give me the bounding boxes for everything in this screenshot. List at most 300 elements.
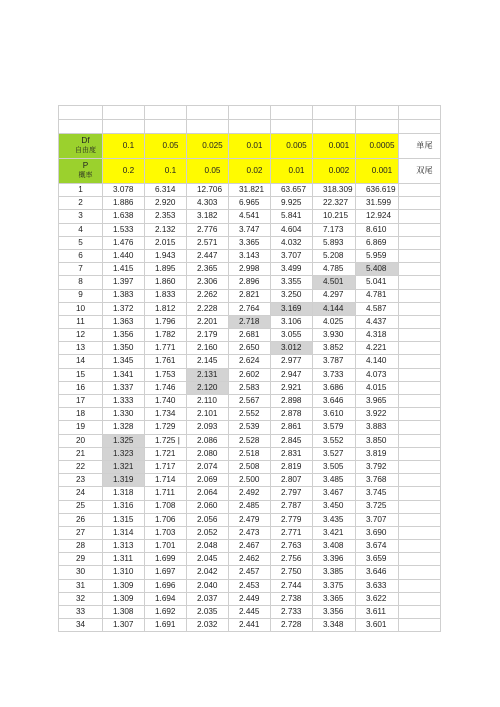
blank-cell bbox=[103, 106, 145, 120]
value-cell: 2.728 bbox=[271, 619, 313, 632]
value-cell: 2.064 bbox=[187, 487, 229, 500]
blank-cell bbox=[59, 120, 103, 134]
value-cell: 1.316 bbox=[103, 500, 145, 513]
value-cell: 1.313 bbox=[103, 540, 145, 553]
value-cell: 1.721 bbox=[145, 447, 187, 460]
df-cell: 9 bbox=[59, 289, 103, 302]
df-cell: 22 bbox=[59, 460, 103, 473]
table-row bbox=[59, 526, 441, 539]
blank-cell bbox=[399, 223, 441, 236]
table-row bbox=[59, 487, 441, 500]
value-cell: 1.696 bbox=[145, 579, 187, 592]
value-cell: 2.567 bbox=[229, 395, 271, 408]
blank-cell bbox=[271, 106, 313, 120]
value-cell: 2.998 bbox=[229, 263, 271, 276]
value-cell: 2.131 bbox=[187, 368, 229, 381]
blank-cell bbox=[313, 120, 356, 134]
value-cell: 2.920 bbox=[145, 197, 187, 210]
value-cell: 1.703 bbox=[145, 526, 187, 539]
value-cell: 3.485 bbox=[313, 474, 356, 487]
value-cell: 4.140 bbox=[356, 355, 399, 368]
value-cell: 2.861 bbox=[271, 421, 313, 434]
two-tail-p-cell: 0.01 bbox=[271, 159, 313, 184]
value-cell: 3.055 bbox=[271, 329, 313, 342]
value-cell: 2.771 bbox=[271, 526, 313, 539]
df-cell: 29 bbox=[59, 553, 103, 566]
df-cell: 13 bbox=[59, 342, 103, 355]
value-cell: 2.738 bbox=[271, 592, 313, 605]
two-tail-p-cell: 0.001 bbox=[356, 159, 399, 184]
value-cell: 1.323 bbox=[103, 447, 145, 460]
df-cell: 10 bbox=[59, 302, 103, 315]
value-cell: 1.753 bbox=[145, 368, 187, 381]
value-cell: 1.714 bbox=[145, 474, 187, 487]
one-tail-header-row bbox=[59, 134, 441, 159]
value-cell: 2.807 bbox=[271, 474, 313, 487]
value-cell: 2.306 bbox=[187, 276, 229, 289]
value-cell: 2.441 bbox=[229, 619, 271, 632]
value-cell: 3.182 bbox=[187, 210, 229, 223]
value-cell: 2.977 bbox=[271, 355, 313, 368]
value-cell: 4.437 bbox=[356, 315, 399, 328]
value-cell: 1.833 bbox=[145, 289, 187, 302]
value-cell: 22.327 bbox=[313, 197, 356, 210]
value-cell: 1.309 bbox=[103, 592, 145, 605]
table-row bbox=[59, 355, 441, 368]
value-cell: 1.699 bbox=[145, 553, 187, 566]
value-cell: 3.792 bbox=[356, 460, 399, 473]
value-cell: 1.337 bbox=[103, 381, 145, 394]
value-cell: 3.707 bbox=[356, 513, 399, 526]
value-cell: 1.321 bbox=[103, 460, 145, 473]
value-cell: 1.701 bbox=[145, 540, 187, 553]
blank-cell bbox=[399, 106, 441, 120]
value-cell: 3.930 bbox=[313, 329, 356, 342]
df-cell: 7 bbox=[59, 263, 103, 276]
value-cell: 1.383 bbox=[103, 289, 145, 302]
one-tail-p-cell: 0.1 bbox=[103, 134, 145, 159]
value-cell: 3.819 bbox=[356, 447, 399, 460]
value-cell: 4.303 bbox=[187, 197, 229, 210]
df-cell: 18 bbox=[59, 408, 103, 421]
blank-cell bbox=[59, 106, 103, 120]
blank-cell bbox=[399, 553, 441, 566]
value-cell: 318.309 bbox=[313, 184, 356, 197]
value-cell: 3.747 bbox=[229, 223, 271, 236]
value-cell: 2.624 bbox=[229, 355, 271, 368]
value-cell: 3.883 bbox=[356, 421, 399, 434]
blank-cell bbox=[399, 592, 441, 605]
value-cell: 1.356 bbox=[103, 329, 145, 342]
blank-cell bbox=[399, 263, 441, 276]
value-cell: 1.308 bbox=[103, 606, 145, 619]
value-cell: 2.764 bbox=[229, 302, 271, 315]
value-cell: 1.734 bbox=[145, 408, 187, 421]
value-cell: 2.045 bbox=[187, 553, 229, 566]
blank-cell bbox=[399, 606, 441, 619]
value-cell: 4.587 bbox=[356, 302, 399, 315]
value-cell: 3.686 bbox=[313, 381, 356, 394]
value-cell: 2.733 bbox=[271, 606, 313, 619]
value-cell: 9.925 bbox=[271, 197, 313, 210]
value-cell: 2.056 bbox=[187, 513, 229, 526]
blank-cell bbox=[399, 315, 441, 328]
value-cell: 1.746 bbox=[145, 381, 187, 394]
value-cell: 3.355 bbox=[271, 276, 313, 289]
value-cell: 2.048 bbox=[187, 540, 229, 553]
table-row bbox=[59, 421, 441, 434]
two-tail-p-cell: 0.05 bbox=[187, 159, 229, 184]
value-cell: 2.201 bbox=[187, 315, 229, 328]
blank-cell bbox=[399, 289, 441, 302]
t-distribution-table bbox=[58, 105, 441, 632]
value-cell: 3.348 bbox=[313, 619, 356, 632]
df-cell: 6 bbox=[59, 249, 103, 262]
value-cell: 3.690 bbox=[356, 526, 399, 539]
value-cell: 1.725 | bbox=[145, 434, 187, 447]
value-cell: 2.473 bbox=[229, 526, 271, 539]
value-cell: 2.353 bbox=[145, 210, 187, 223]
df-cell: 17 bbox=[59, 395, 103, 408]
value-cell: 2.718 bbox=[229, 315, 271, 328]
table-row bbox=[59, 606, 441, 619]
blank-cell bbox=[399, 236, 441, 249]
value-cell: 2.821 bbox=[229, 289, 271, 302]
blank-cell bbox=[399, 500, 441, 513]
value-cell: 3.922 bbox=[356, 408, 399, 421]
value-cell: 3.768 bbox=[356, 474, 399, 487]
value-cell: 2.060 bbox=[187, 500, 229, 513]
table-row bbox=[59, 223, 441, 236]
value-cell: 4.318 bbox=[356, 329, 399, 342]
value-cell: 2.462 bbox=[229, 553, 271, 566]
value-cell: 2.449 bbox=[229, 592, 271, 605]
value-cell: 3.106 bbox=[271, 315, 313, 328]
value-cell: 1.533 bbox=[103, 223, 145, 236]
value-cell: 2.228 bbox=[187, 302, 229, 315]
value-cell: 10.215 bbox=[313, 210, 356, 223]
table-row bbox=[59, 540, 441, 553]
df-cell: 16 bbox=[59, 381, 103, 394]
table-row bbox=[59, 500, 441, 513]
value-cell: 2.262 bbox=[187, 289, 229, 302]
blank-cell bbox=[399, 579, 441, 592]
value-cell: 1.315 bbox=[103, 513, 145, 526]
value-cell: 3.611 bbox=[356, 606, 399, 619]
blank-cell bbox=[229, 106, 271, 120]
value-cell: 3.375 bbox=[313, 579, 356, 592]
value-cell: 1.415 bbox=[103, 263, 145, 276]
p-label-cell bbox=[59, 159, 103, 184]
value-cell: 3.078 bbox=[103, 184, 145, 197]
value-cell: 2.074 bbox=[187, 460, 229, 473]
value-cell: 2.819 bbox=[271, 460, 313, 473]
value-cell: 3.012 bbox=[271, 342, 313, 355]
value-cell: 1.697 bbox=[145, 566, 187, 579]
value-cell: 31.599 bbox=[356, 197, 399, 210]
blank-cell bbox=[356, 106, 399, 120]
value-cell: 2.831 bbox=[271, 447, 313, 460]
one-tail-p-cell: 0.0005 bbox=[356, 134, 399, 159]
blank-cell bbox=[271, 120, 313, 134]
blank-cell bbox=[399, 540, 441, 553]
table-row bbox=[59, 329, 441, 342]
value-cell: 2.797 bbox=[271, 487, 313, 500]
value-cell: 1.812 bbox=[145, 302, 187, 315]
df-cell: 28 bbox=[59, 540, 103, 553]
value-cell: 3.733 bbox=[313, 368, 356, 381]
two-tail-p-cell: 0.02 bbox=[229, 159, 271, 184]
two-tail-p-cell: 0.1 bbox=[145, 159, 187, 184]
value-cell: 2.921 bbox=[271, 381, 313, 394]
value-cell: 3.143 bbox=[229, 249, 271, 262]
value-cell: 6.965 bbox=[229, 197, 271, 210]
value-cell: 1.711 bbox=[145, 487, 187, 500]
value-cell: 3.527 bbox=[313, 447, 356, 460]
table-row bbox=[59, 210, 441, 223]
two-tail-p-cell: 0.2 bbox=[103, 159, 145, 184]
df-cell: 2 bbox=[59, 197, 103, 210]
value-cell: 2.583 bbox=[229, 381, 271, 394]
value-cell: 1.440 bbox=[103, 249, 145, 262]
df-label: Df bbox=[81, 136, 90, 145]
value-cell: 2.479 bbox=[229, 513, 271, 526]
value-cell: 2.052 bbox=[187, 526, 229, 539]
value-cell: 1.341 bbox=[103, 368, 145, 381]
value-cell: 2.132 bbox=[145, 223, 187, 236]
table-row bbox=[59, 184, 441, 197]
blank-cell bbox=[399, 487, 441, 500]
table-row bbox=[59, 368, 441, 381]
value-cell: 1.310 bbox=[103, 566, 145, 579]
value-cell: 3.250 bbox=[271, 289, 313, 302]
value-cell: 1.314 bbox=[103, 526, 145, 539]
value-cell: 2.500 bbox=[229, 474, 271, 487]
table-row bbox=[59, 263, 441, 276]
df-cell: 26 bbox=[59, 513, 103, 526]
value-cell: 636.619 bbox=[356, 184, 399, 197]
df-cell: 21 bbox=[59, 447, 103, 460]
blank-cell bbox=[229, 120, 271, 134]
value-cell: 3.385 bbox=[313, 566, 356, 579]
value-cell: 2.365 bbox=[187, 263, 229, 276]
value-cell: 1.333 bbox=[103, 395, 145, 408]
value-cell: 1.706 bbox=[145, 513, 187, 526]
blank-row bbox=[59, 120, 441, 134]
value-cell: 3.356 bbox=[313, 606, 356, 619]
value-cell: 8.610 bbox=[356, 223, 399, 236]
value-cell: 3.408 bbox=[313, 540, 356, 553]
table-row bbox=[59, 395, 441, 408]
value-cell: 1.345 bbox=[103, 355, 145, 368]
blank-cell bbox=[399, 447, 441, 460]
value-cell: 2.015 bbox=[145, 236, 187, 249]
value-cell: 2.779 bbox=[271, 513, 313, 526]
value-cell: 4.025 bbox=[313, 315, 356, 328]
table-row bbox=[59, 474, 441, 487]
value-cell: 2.845 bbox=[271, 434, 313, 447]
two-tail-p-cell: 0.002 bbox=[313, 159, 356, 184]
value-cell: 3.707 bbox=[271, 249, 313, 262]
value-cell: 1.363 bbox=[103, 315, 145, 328]
blank-cell bbox=[399, 513, 441, 526]
value-cell: 2.467 bbox=[229, 540, 271, 553]
value-cell: 3.852 bbox=[313, 342, 356, 355]
blank-cell bbox=[399, 474, 441, 487]
value-cell: 1.782 bbox=[145, 329, 187, 342]
value-cell: 1.692 bbox=[145, 606, 187, 619]
df-cell: 12 bbox=[59, 329, 103, 342]
df-cell: 20 bbox=[59, 434, 103, 447]
value-cell: 1.476 bbox=[103, 236, 145, 249]
df-cell: 33 bbox=[59, 606, 103, 619]
blank-cell bbox=[399, 566, 441, 579]
value-cell: 1.350 bbox=[103, 342, 145, 355]
value-cell: 2.485 bbox=[229, 500, 271, 513]
blank-cell bbox=[399, 368, 441, 381]
p-label: P bbox=[82, 161, 89, 170]
value-cell: 2.445 bbox=[229, 606, 271, 619]
value-cell: 2.508 bbox=[229, 460, 271, 473]
value-cell: 2.756 bbox=[271, 553, 313, 566]
one-tail-label: 单尾 bbox=[399, 134, 441, 159]
blank-cell bbox=[103, 120, 145, 134]
df-cell: 3 bbox=[59, 210, 103, 223]
df-cell: 14 bbox=[59, 355, 103, 368]
value-cell: 63.657 bbox=[271, 184, 313, 197]
value-cell: 3.646 bbox=[356, 566, 399, 579]
value-cell: 3.601 bbox=[356, 619, 399, 632]
one-tail-p-cell: 0.005 bbox=[271, 134, 313, 159]
value-cell: 2.750 bbox=[271, 566, 313, 579]
df-label-cn: 自由度 bbox=[75, 147, 96, 154]
value-cell: 1.638 bbox=[103, 210, 145, 223]
df-cell: 23 bbox=[59, 474, 103, 487]
blank-cell bbox=[399, 434, 441, 447]
value-cell: 3.965 bbox=[356, 395, 399, 408]
value-cell: 3.725 bbox=[356, 500, 399, 513]
table-row bbox=[59, 289, 441, 302]
table-row bbox=[59, 197, 441, 210]
df-cell: 27 bbox=[59, 526, 103, 539]
one-tail-p-cell: 0.001 bbox=[313, 134, 356, 159]
value-cell: 1.330 bbox=[103, 408, 145, 421]
value-cell: 2.898 bbox=[271, 395, 313, 408]
value-cell: 4.297 bbox=[313, 289, 356, 302]
value-cell: 3.499 bbox=[271, 263, 313, 276]
value-cell: 3.674 bbox=[356, 540, 399, 553]
table-row bbox=[59, 553, 441, 566]
value-cell: 4.541 bbox=[229, 210, 271, 223]
value-cell: 3.579 bbox=[313, 421, 356, 434]
value-cell: 6.314 bbox=[145, 184, 187, 197]
value-cell: 1.309 bbox=[103, 579, 145, 592]
value-cell: 2.492 bbox=[229, 487, 271, 500]
table-row bbox=[59, 513, 441, 526]
value-cell: 2.650 bbox=[229, 342, 271, 355]
value-cell: 3.659 bbox=[356, 553, 399, 566]
value-cell: 1.895 bbox=[145, 263, 187, 276]
value-cell: 6.869 bbox=[356, 236, 399, 249]
value-cell: 2.776 bbox=[187, 223, 229, 236]
value-cell: 4.604 bbox=[271, 223, 313, 236]
value-cell: 1.372 bbox=[103, 302, 145, 315]
value-cell: 1.694 bbox=[145, 592, 187, 605]
table-row bbox=[59, 342, 441, 355]
value-cell: 1.708 bbox=[145, 500, 187, 513]
df-cell: 4 bbox=[59, 223, 103, 236]
df-cell: 31 bbox=[59, 579, 103, 592]
blank-cell bbox=[313, 106, 356, 120]
value-cell: 2.896 bbox=[229, 276, 271, 289]
df-cell: 8 bbox=[59, 276, 103, 289]
value-cell: 2.101 bbox=[187, 408, 229, 421]
value-cell: 3.396 bbox=[313, 553, 356, 566]
value-cell: 3.365 bbox=[229, 236, 271, 249]
blank-cell bbox=[356, 120, 399, 134]
value-cell: 5.408 bbox=[356, 263, 399, 276]
table-row bbox=[59, 381, 441, 394]
value-cell: 1.397 bbox=[103, 276, 145, 289]
blank-cell bbox=[399, 395, 441, 408]
value-cell: 12.924 bbox=[356, 210, 399, 223]
blank-cell bbox=[399, 460, 441, 473]
value-cell: 2.032 bbox=[187, 619, 229, 632]
table-row bbox=[59, 460, 441, 473]
df-cell: 1 bbox=[59, 184, 103, 197]
value-cell: 3.505 bbox=[313, 460, 356, 473]
value-cell: 3.622 bbox=[356, 592, 399, 605]
value-cell: 2.093 bbox=[187, 421, 229, 434]
blank-cell bbox=[399, 210, 441, 223]
value-cell: 1.328 bbox=[103, 421, 145, 434]
value-cell: 2.552 bbox=[229, 408, 271, 421]
df-cell: 19 bbox=[59, 421, 103, 434]
blank-cell bbox=[399, 120, 441, 134]
blank-cell bbox=[399, 355, 441, 368]
blank-cell bbox=[399, 526, 441, 539]
table-row bbox=[59, 236, 441, 249]
value-cell: 2.457 bbox=[229, 566, 271, 579]
blank-cell bbox=[187, 106, 229, 120]
value-cell: 3.467 bbox=[313, 487, 356, 500]
table-row bbox=[59, 579, 441, 592]
value-cell: 2.453 bbox=[229, 579, 271, 592]
blank-cell bbox=[399, 619, 441, 632]
df-cell: 11 bbox=[59, 315, 103, 328]
p-label-cn: 概率 bbox=[78, 172, 93, 179]
value-cell: 2.160 bbox=[187, 342, 229, 355]
value-cell: 2.110 bbox=[187, 395, 229, 408]
value-cell: 3.365 bbox=[313, 592, 356, 605]
value-cell: 1.943 bbox=[145, 249, 187, 262]
value-cell: 2.042 bbox=[187, 566, 229, 579]
blank-cell bbox=[399, 302, 441, 315]
value-cell: 3.435 bbox=[313, 513, 356, 526]
value-cell: 1.860 bbox=[145, 276, 187, 289]
df-label-cell bbox=[59, 134, 103, 159]
blank-cell bbox=[399, 197, 441, 210]
value-cell: 1.886 bbox=[103, 197, 145, 210]
value-cell: 4.501 bbox=[313, 276, 356, 289]
value-cell: 1.717 bbox=[145, 460, 187, 473]
value-cell: 2.069 bbox=[187, 474, 229, 487]
value-cell: 4.015 bbox=[356, 381, 399, 394]
df-cell: 5 bbox=[59, 236, 103, 249]
table-row bbox=[59, 566, 441, 579]
value-cell: 1.307 bbox=[103, 619, 145, 632]
table-row bbox=[59, 315, 441, 328]
